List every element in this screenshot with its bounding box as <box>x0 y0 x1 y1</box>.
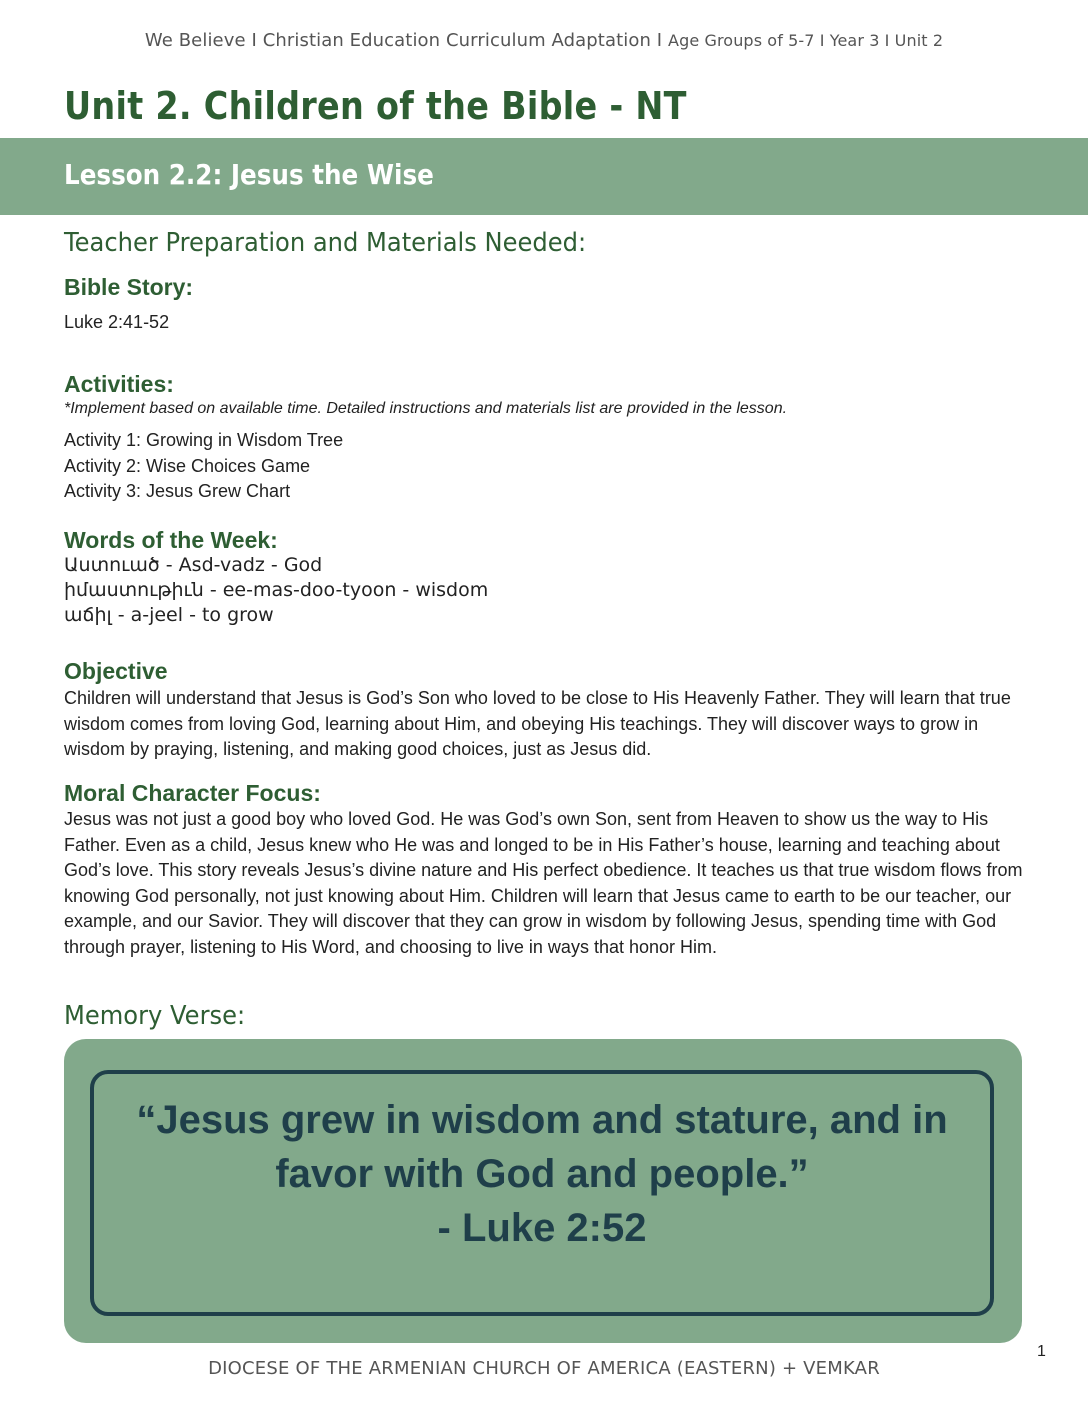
activities-list <box>64 428 343 505</box>
list-item: Activity 2: Wise Choices Game <box>64 455 311 476</box>
list-item: Աստուած - Asd-vadz - God <box>64 554 323 576</box>
activities-heading: Activities: <box>64 371 174 397</box>
moral-heading: Moral Character Focus: <box>64 780 321 806</box>
running-header-details: Age Groups of 5-7 I Year 3 I Unit 2 <box>668 31 944 50</box>
objective-heading: Objective <box>64 658 168 684</box>
list-item: Activity 1: Growing in Wisdom Tree <box>64 430 344 450</box>
words-list <box>64 553 488 628</box>
words-heading: Words of the Week: <box>64 527 278 553</box>
bible-story-reference: Luke 2:41-52 <box>64 312 170 332</box>
objective-text: Children will understand that Jesus is God’s Son who loved to be close to His Heavenly Father. They will learn that true wisdom comes from loving God, learning about Him, and obeying His teachings. They will discover ways to grow in wisdom by praying, listening, and making good choices, just as Jesus did. <box>64 688 1011 760</box>
memory-verse-heading: Memory Verse: <box>64 1001 246 1031</box>
verse-reference: - Luke 2:52 <box>437 1206 647 1250</box>
moral-text: Jesus was not just a good boy who loved God. He was God’s own Son, sent from Heaven to show us the way to His Father. Even as a child, Jesus knew who He was and longed to be in His Father’s house, learning and teaching about God’s love. This story reveals Jesus’s divine nature and His perfect obedience. It teaches us that true wisdom flows from knowing God personally, not just knowing about Him. Children will learn that Jesus came to earth to be our teacher, our example, and our Savior. They will discover that they can grow in wisdom by following Jesus, spending time with God through prayer, listening to His Word, and choosing to live in ways that honor Him. <box>64 809 1023 957</box>
unit-title: Unit 2. Children of the Bible - NT <box>64 84 687 128</box>
lesson-title: Lesson 2.2: Jesus the Wise <box>64 158 434 191</box>
verse-line-1: “Jesus grew in wisdom and stature, and in <box>136 1098 948 1142</box>
memory-verse-text <box>90 1093 994 1255</box>
bible-story-heading: Bible Story: <box>64 274 194 300</box>
verse-line-2: favor with God and people.” <box>275 1152 809 1196</box>
running-header-title: We Believe I Christian Education Curriculum Adaptation I <box>144 30 663 51</box>
page-number: 1 <box>1037 1343 1046 1360</box>
running-header <box>0 30 1088 51</box>
list-item: Activity 3: Jesus Grew Chart <box>64 481 291 501</box>
list-item: աճիլ - a-jeel - to grow <box>64 604 274 626</box>
list-item: իմաստութիւն - ee-mas-doo-tyoon - wisdom <box>64 579 489 601</box>
prep-heading: Teacher Preparation and Materials Needed: <box>64 228 587 258</box>
footer: DIOCESE OF THE ARMENIAN CHURCH OF AMERICA (EASTERN) + VEMKAR <box>208 1358 880 1379</box>
activities-note: *Implement based on available time. Detailed instructions and materials list are provided in the lesson. <box>64 400 788 417</box>
